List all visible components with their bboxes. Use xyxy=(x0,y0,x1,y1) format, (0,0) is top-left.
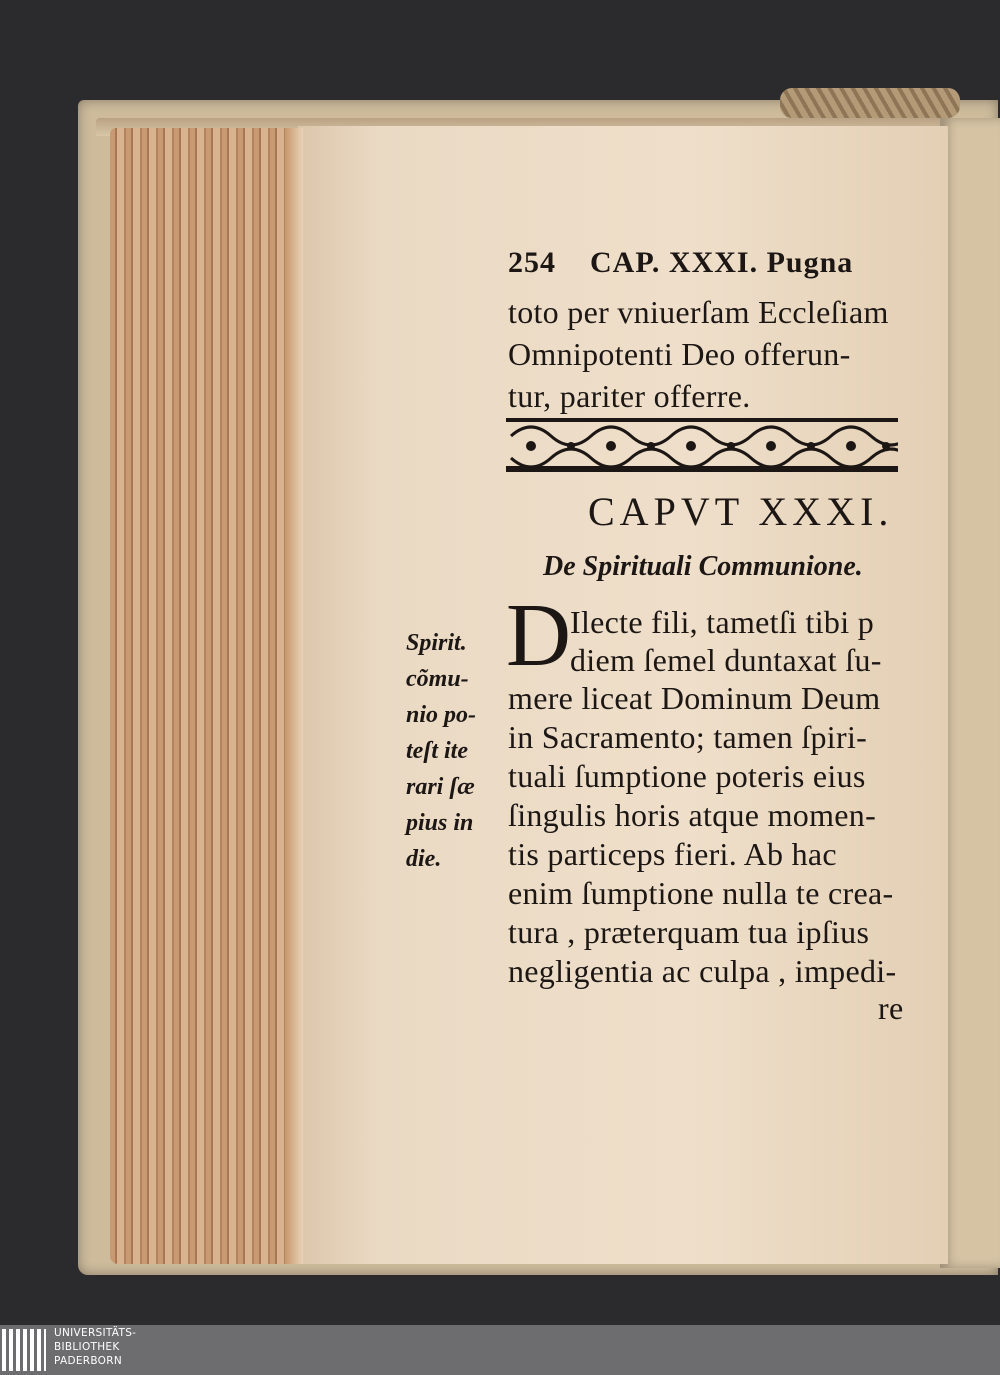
margin-note-line: Spirit. xyxy=(406,630,467,656)
margin-note-line: cõmu- xyxy=(406,666,469,692)
text-line: tur, pariter offerre. xyxy=(508,378,751,414)
catchword: re xyxy=(878,990,904,1026)
text-line: Omnipotenti Deo offerun- xyxy=(508,336,851,372)
text-line: diem ſemel duntaxat ſu- xyxy=(570,642,882,678)
margin-note-line: teſt ite xyxy=(406,738,468,764)
adjacent-page xyxy=(940,118,1000,1268)
page-fore-edge-stack xyxy=(110,128,300,1264)
text-line: Ilecte fili, tametſi tibi p xyxy=(570,604,875,640)
text-line: mere liceat Dominum Deum xyxy=(508,680,881,716)
chapter-subtitle: De Spirituali Communione. xyxy=(543,551,863,582)
text-line: tis particeps fieri. Ab hac xyxy=(508,836,837,872)
drop-cap: D xyxy=(506,586,571,685)
margin-note-line: nio po- xyxy=(406,702,477,728)
running-header xyxy=(508,246,853,280)
text-line: in Sacramento; tamen ſpiri- xyxy=(508,719,868,755)
ornamental-band xyxy=(506,416,898,474)
margin-note-line: pius in xyxy=(406,810,474,836)
binding-cord xyxy=(780,88,960,118)
text-line: enim ſumptione nulla te crea- xyxy=(508,875,894,911)
margin-note-line: die. xyxy=(406,846,442,872)
margin-note-line: rari ſæ xyxy=(406,774,475,800)
library-logo-line: BIBLIOTHEK xyxy=(54,1341,120,1353)
library-footer xyxy=(0,1325,1000,1375)
page-number: 254 xyxy=(508,246,556,279)
library-logo-line: UNIVERSITÄTS- xyxy=(54,1327,137,1339)
running-title: CAP. XXXI. Pugna xyxy=(590,246,854,279)
library-logo-icon xyxy=(2,1329,46,1371)
book-page xyxy=(298,126,948,1264)
chapter-title: CAPVT XXXI. xyxy=(588,489,894,534)
gutter-shadow xyxy=(285,128,303,1264)
text-line: ſingulis horis atque momen- xyxy=(508,797,877,833)
text-line: toto per vniuerſam Eccleſiam xyxy=(508,294,889,330)
library-logo-line: PADERBORN xyxy=(54,1355,122,1367)
text-line: negligentia ac culpa , impedi- xyxy=(508,953,897,989)
text-line: tuali ſumptione poteris eius xyxy=(508,758,866,794)
text-line: tura , præterquam tua ipſius xyxy=(508,914,870,950)
